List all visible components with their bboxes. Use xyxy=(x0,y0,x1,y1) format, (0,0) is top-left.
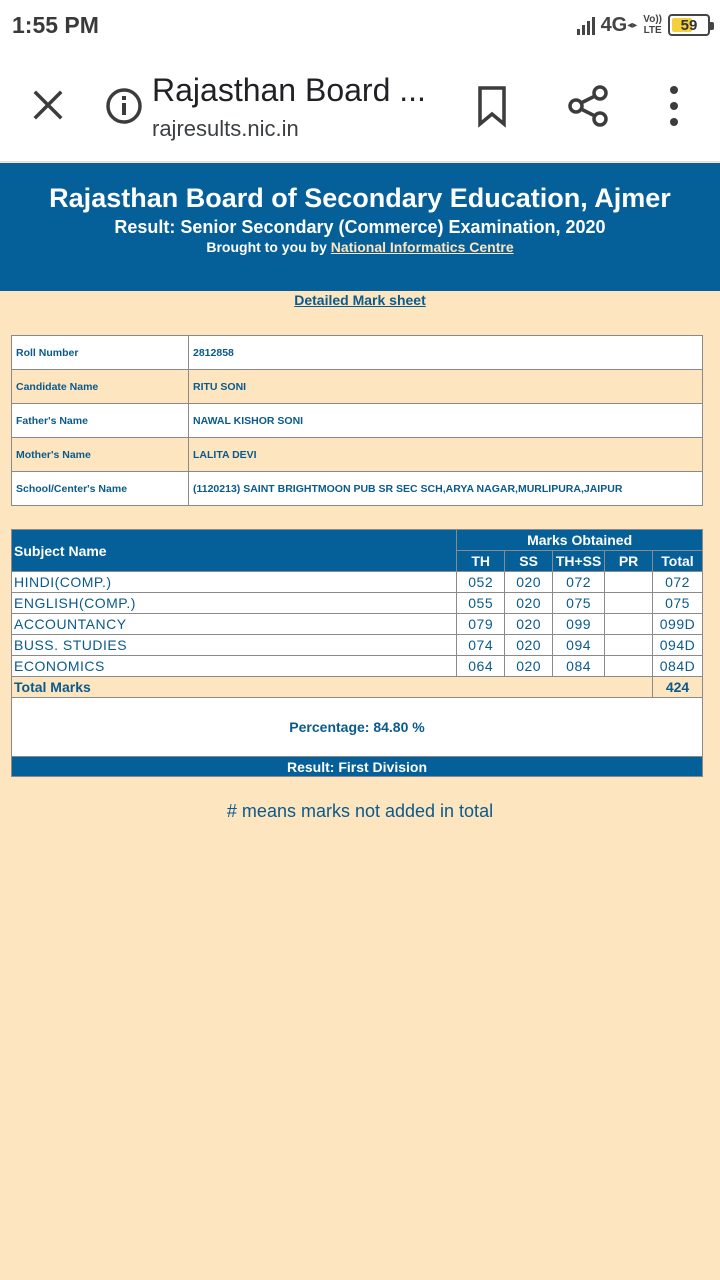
pr-marks xyxy=(605,656,653,677)
th-marks: 055 xyxy=(457,593,505,614)
col-ss-header: SS xyxy=(505,551,553,572)
marks-obtained-header: Marks Obtained xyxy=(457,530,703,551)
pr-marks xyxy=(605,635,653,656)
table-row xyxy=(12,614,703,635)
credit-line: Brought to you by National Informatics Centre xyxy=(206,239,514,255)
status-icons xyxy=(577,10,710,40)
exam-subtitle: Result: Senior Secondary (Commerce) Examination, 2020 xyxy=(114,217,606,237)
table-row xyxy=(12,656,703,677)
col-total-header: Total xyxy=(653,551,703,572)
thss-marks: 094 xyxy=(553,635,605,656)
subject-name: ACCOUNTANCY xyxy=(12,614,457,635)
board-title: Rajasthan Board of Secondary Education, Ajmer xyxy=(49,183,671,213)
th-marks: 052 xyxy=(457,572,505,593)
info-row-mother-name xyxy=(12,438,703,472)
table-row xyxy=(12,593,703,614)
thss-marks: 075 xyxy=(553,593,605,614)
status-bar xyxy=(0,0,720,52)
pr-marks xyxy=(605,572,653,593)
footnote: # means marks not added in total xyxy=(226,801,494,821)
info-row-father-name xyxy=(12,404,703,438)
roll-number-label: Roll Number xyxy=(12,336,189,370)
thss-marks: 099 xyxy=(553,614,605,635)
clock: 1:55 PM xyxy=(12,12,99,38)
col-th-header: TH xyxy=(457,551,505,572)
total-marks: 075 xyxy=(653,593,703,614)
ss-marks: 020 xyxy=(505,635,553,656)
page-title[interactable]: Rajasthan Board ... xyxy=(152,72,426,108)
th-marks: 064 xyxy=(457,656,505,677)
total-marks: 084D xyxy=(653,656,703,677)
total-marks: 099D xyxy=(653,614,703,635)
total-marks-label: Total Marks xyxy=(12,677,653,698)
school-name-label: School/Center's Name xyxy=(12,472,189,506)
info-icon[interactable] xyxy=(104,86,144,126)
signal-icon xyxy=(577,15,595,35)
ss-marks: 020 xyxy=(505,656,553,677)
thss-marks: 072 xyxy=(553,572,605,593)
network-type: 4G◂▸ xyxy=(600,13,638,36)
percentage: Percentage: 84.80 % xyxy=(12,698,703,757)
mother-name-label: Mother's Name xyxy=(12,438,189,472)
more-vert-icon[interactable] xyxy=(660,84,688,128)
subject-name: ECONOMICS xyxy=(12,656,457,677)
subject-name: ENGLISH(COMP.) xyxy=(12,593,457,614)
battery-level: 59 xyxy=(680,16,698,34)
browser-toolbar xyxy=(0,52,720,162)
total-marks-row xyxy=(12,677,703,698)
candidate-name-value: RITU SONI xyxy=(189,370,703,404)
board-header xyxy=(0,163,720,291)
total-marks: 094D xyxy=(653,635,703,656)
info-row-school-name xyxy=(12,472,703,506)
pr-marks xyxy=(605,593,653,614)
info-row-candidate-name xyxy=(12,370,703,404)
mother-name-value: LALITA DEVI xyxy=(189,438,703,472)
subject-name: HINDI(COMP.) xyxy=(12,572,457,593)
th-marks: 079 xyxy=(457,614,505,635)
father-name-value: NAWAL KISHOR SONI xyxy=(189,404,703,438)
result-division: Result: First Division xyxy=(12,757,703,777)
table-row xyxy=(12,572,703,593)
col-thss-header: TH+SS xyxy=(553,551,605,572)
subject-name: BUSS. STUDIES xyxy=(12,635,457,656)
col-pr-header: PR xyxy=(605,551,653,572)
father-name-label: Father's Name xyxy=(12,404,189,438)
total-marks-value: 424 xyxy=(653,677,703,698)
thss-marks: 084 xyxy=(553,656,605,677)
marks-table xyxy=(11,529,703,777)
candidate-info-table xyxy=(11,335,703,506)
url-text[interactable]: rajresults.nic.in xyxy=(152,116,299,141)
subject-name-header: Subject Name xyxy=(12,530,457,572)
battery-icon xyxy=(668,14,710,36)
total-marks: 072 xyxy=(653,572,703,593)
school-name-value: (1120213) SAINT BRIGHTMOON PUB SR SEC SCH,ARYA NAGAR,MURLIPURA,JAIPUR xyxy=(189,472,703,506)
table-row xyxy=(12,635,703,656)
ss-marks: 020 xyxy=(505,572,553,593)
pr-marks xyxy=(605,614,653,635)
bookmark-icon[interactable] xyxy=(472,84,512,128)
ss-marks: 020 xyxy=(505,614,553,635)
volte-icon: Vo)) LTE xyxy=(643,14,662,36)
candidate-name-label: Candidate Name xyxy=(12,370,189,404)
info-row-roll-number xyxy=(12,336,703,370)
th-marks: 074 xyxy=(457,635,505,656)
detailed-marksheet-link[interactable]: Detailed Mark sheet xyxy=(294,292,426,308)
roll-number-value: 2812858 xyxy=(189,336,703,370)
share-icon[interactable] xyxy=(566,84,610,128)
close-icon[interactable] xyxy=(28,85,68,125)
ss-marks: 020 xyxy=(505,593,553,614)
nic-link[interactable]: National Informatics Centre xyxy=(330,239,514,255)
